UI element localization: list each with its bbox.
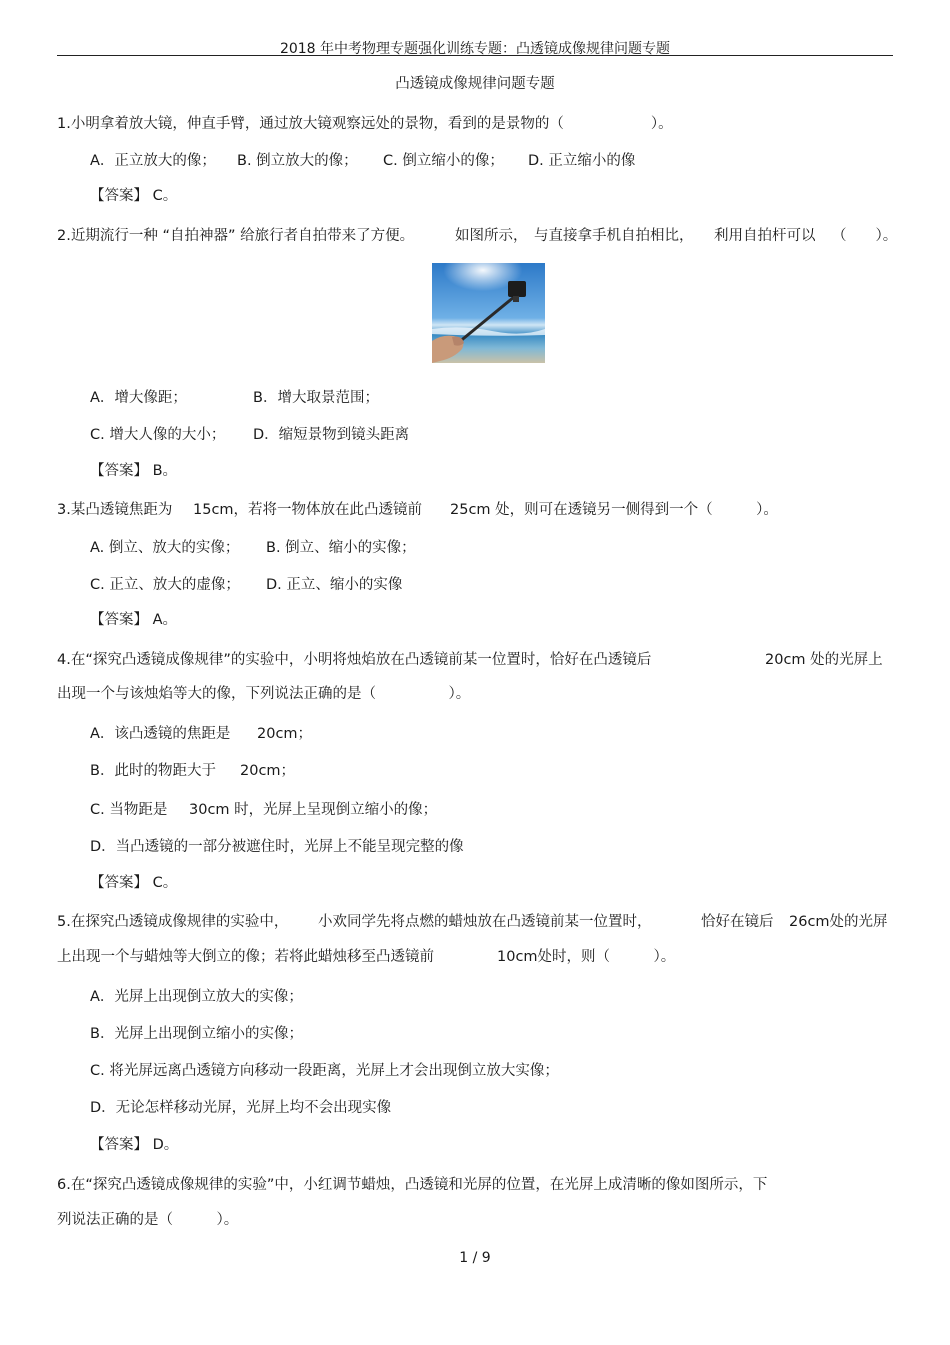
- question-6-line1: 6.在“探究凸透镜成像规律的实验”中，小红调节蜡烛，凸透镜和光屏的位置，在光屏上成清晰的像如图所示，下: [57, 1177, 768, 1193]
- question-5-line2-part2: 10cm处时，则（ ）。: [497, 949, 676, 965]
- question-4-option-d: D．当凸透镜的一部分被遮住时，光屏上不能呈现完整的像: [90, 839, 464, 855]
- question-2-stem-part5: （ ）。: [832, 228, 898, 244]
- question-5-option-d: D．无论怎样移动光屏，光屏上均不会出现实像: [90, 1100, 392, 1116]
- question-4-option-a-value: 20cm；: [257, 726, 313, 742]
- page-number: 1 / 9: [459, 1250, 491, 1266]
- question-3-option-d: D. 正立、缩小的实像: [266, 577, 403, 593]
- question-1-option-b: B. 倒立放大的像；: [237, 153, 358, 169]
- question-3-option-c: C. 正立、放大的虚像；: [90, 577, 240, 593]
- question-2-option-a: A．增大像距；: [90, 390, 187, 406]
- question-4-answer: 【答案】 C。: [90, 875, 178, 891]
- question-5-line1-part3: 恰好在镜后: [701, 914, 774, 930]
- question-2-option-d: D．缩短景物到镜头距离: [253, 427, 410, 443]
- document-title: 凸透镜成像规律问题专题: [395, 76, 555, 92]
- question-1-option-d: D. 正立缩小的像: [528, 153, 636, 169]
- question-5-line1-part1: 5.在探究凸透镜成像规律的实验中，: [57, 914, 289, 930]
- question-3-option-a: A. 倒立、放大的实像；: [90, 540, 240, 556]
- question-2-stem-part2: 如图所示，: [455, 228, 528, 244]
- question-1-stem: 1.小明拿着放大镜，伸直手臂，通过放大镜观察远处的景物，看到的是景物的（ ）。: [57, 116, 673, 132]
- question-3-stem-part2: 15cm，若将一物体放在此凸透镜前: [193, 502, 423, 518]
- question-5-option-b: B．光屏上出现倒立缩小的实像；: [90, 1026, 303, 1042]
- question-4-option-c-text: C. 当物距是: [90, 802, 168, 818]
- question-4-option-b-value: 20cm；: [240, 763, 296, 779]
- question-5-line1-part4: 26cm处的光屏: [789, 914, 888, 930]
- question-2-stem-part3: 与直接拿手机自拍相比，: [534, 228, 694, 244]
- question-2-option-b: B．增大取景范围；: [253, 390, 379, 406]
- question-1-option-a: A．正立放大的像；: [90, 153, 216, 169]
- question-1-option-c: C. 倒立缩小的像；: [383, 153, 504, 169]
- question-5-option-c: C. 将光屏远离凸透镜方向移动一段距离，光屏上才会出现倒立放大实像；: [90, 1063, 559, 1079]
- header-rule: [57, 55, 893, 56]
- question-4-line1-part2: 20cm 处的光屏上: [765, 652, 883, 668]
- question-2-stem-part4: 利用自拍杆可以: [714, 228, 816, 244]
- question-3-option-b: B. 倒立、缩小的实像；: [266, 540, 416, 556]
- question-2-answer: 【答案】 B。: [90, 463, 178, 479]
- selfie-stick-photo: [432, 263, 545, 363]
- question-4-option-b-text: B．此时的物距大于: [90, 763, 216, 779]
- question-3-answer: 【答案】 A。: [90, 612, 178, 628]
- question-4-option-c-value: 30cm 时，光屏上呈现倒立缩小的像；: [189, 802, 438, 818]
- question-4-option-a-text: A．该凸透镜的焦距是: [90, 726, 231, 742]
- running-header: 2018 年中考物理专题强化训练专题：凸透镜成像规律问题专题: [279, 41, 671, 57]
- question-2-stem-part1: 2.近期流行一种 “自拍神器” 给旅行者自拍带来了方便。: [57, 228, 415, 244]
- question-2-option-c: C. 增大人像的大小；: [90, 427, 226, 443]
- question-3-stem-part1: 3.某凸透镜焦距为: [57, 502, 173, 518]
- question-3-stem-part3: 25cm 处，则可在透镜另一侧得到一个（ ）。: [450, 502, 778, 518]
- question-6-line2: 列说法正确的是（ ）。: [57, 1212, 239, 1228]
- question-4-line1-part1: 4.在“探究凸透镜成像规律”的实验中，小明将烛焰放在凸透镜前某一位置时，恰好在凸透镜后: [57, 652, 652, 668]
- question-5-line1-part2: 小欢同学先将点燃的蜡烛放在凸透镜前某一位置时，: [318, 914, 652, 930]
- question-5-line2-part1: 上出现一个与蜡烛等大倒立的像；若将此蜡烛移至凸透镜前: [57, 949, 434, 965]
- question-5-option-a: A．光屏上出现倒立放大的实像；: [90, 989, 303, 1005]
- question-1-answer: 【答案】 C。: [90, 188, 178, 204]
- question-4-line2: 出现一个与该烛焰等大的像，下列说法正确的是（ ）。: [57, 686, 471, 702]
- question-5-answer: 【答案】 D。: [90, 1137, 179, 1153]
